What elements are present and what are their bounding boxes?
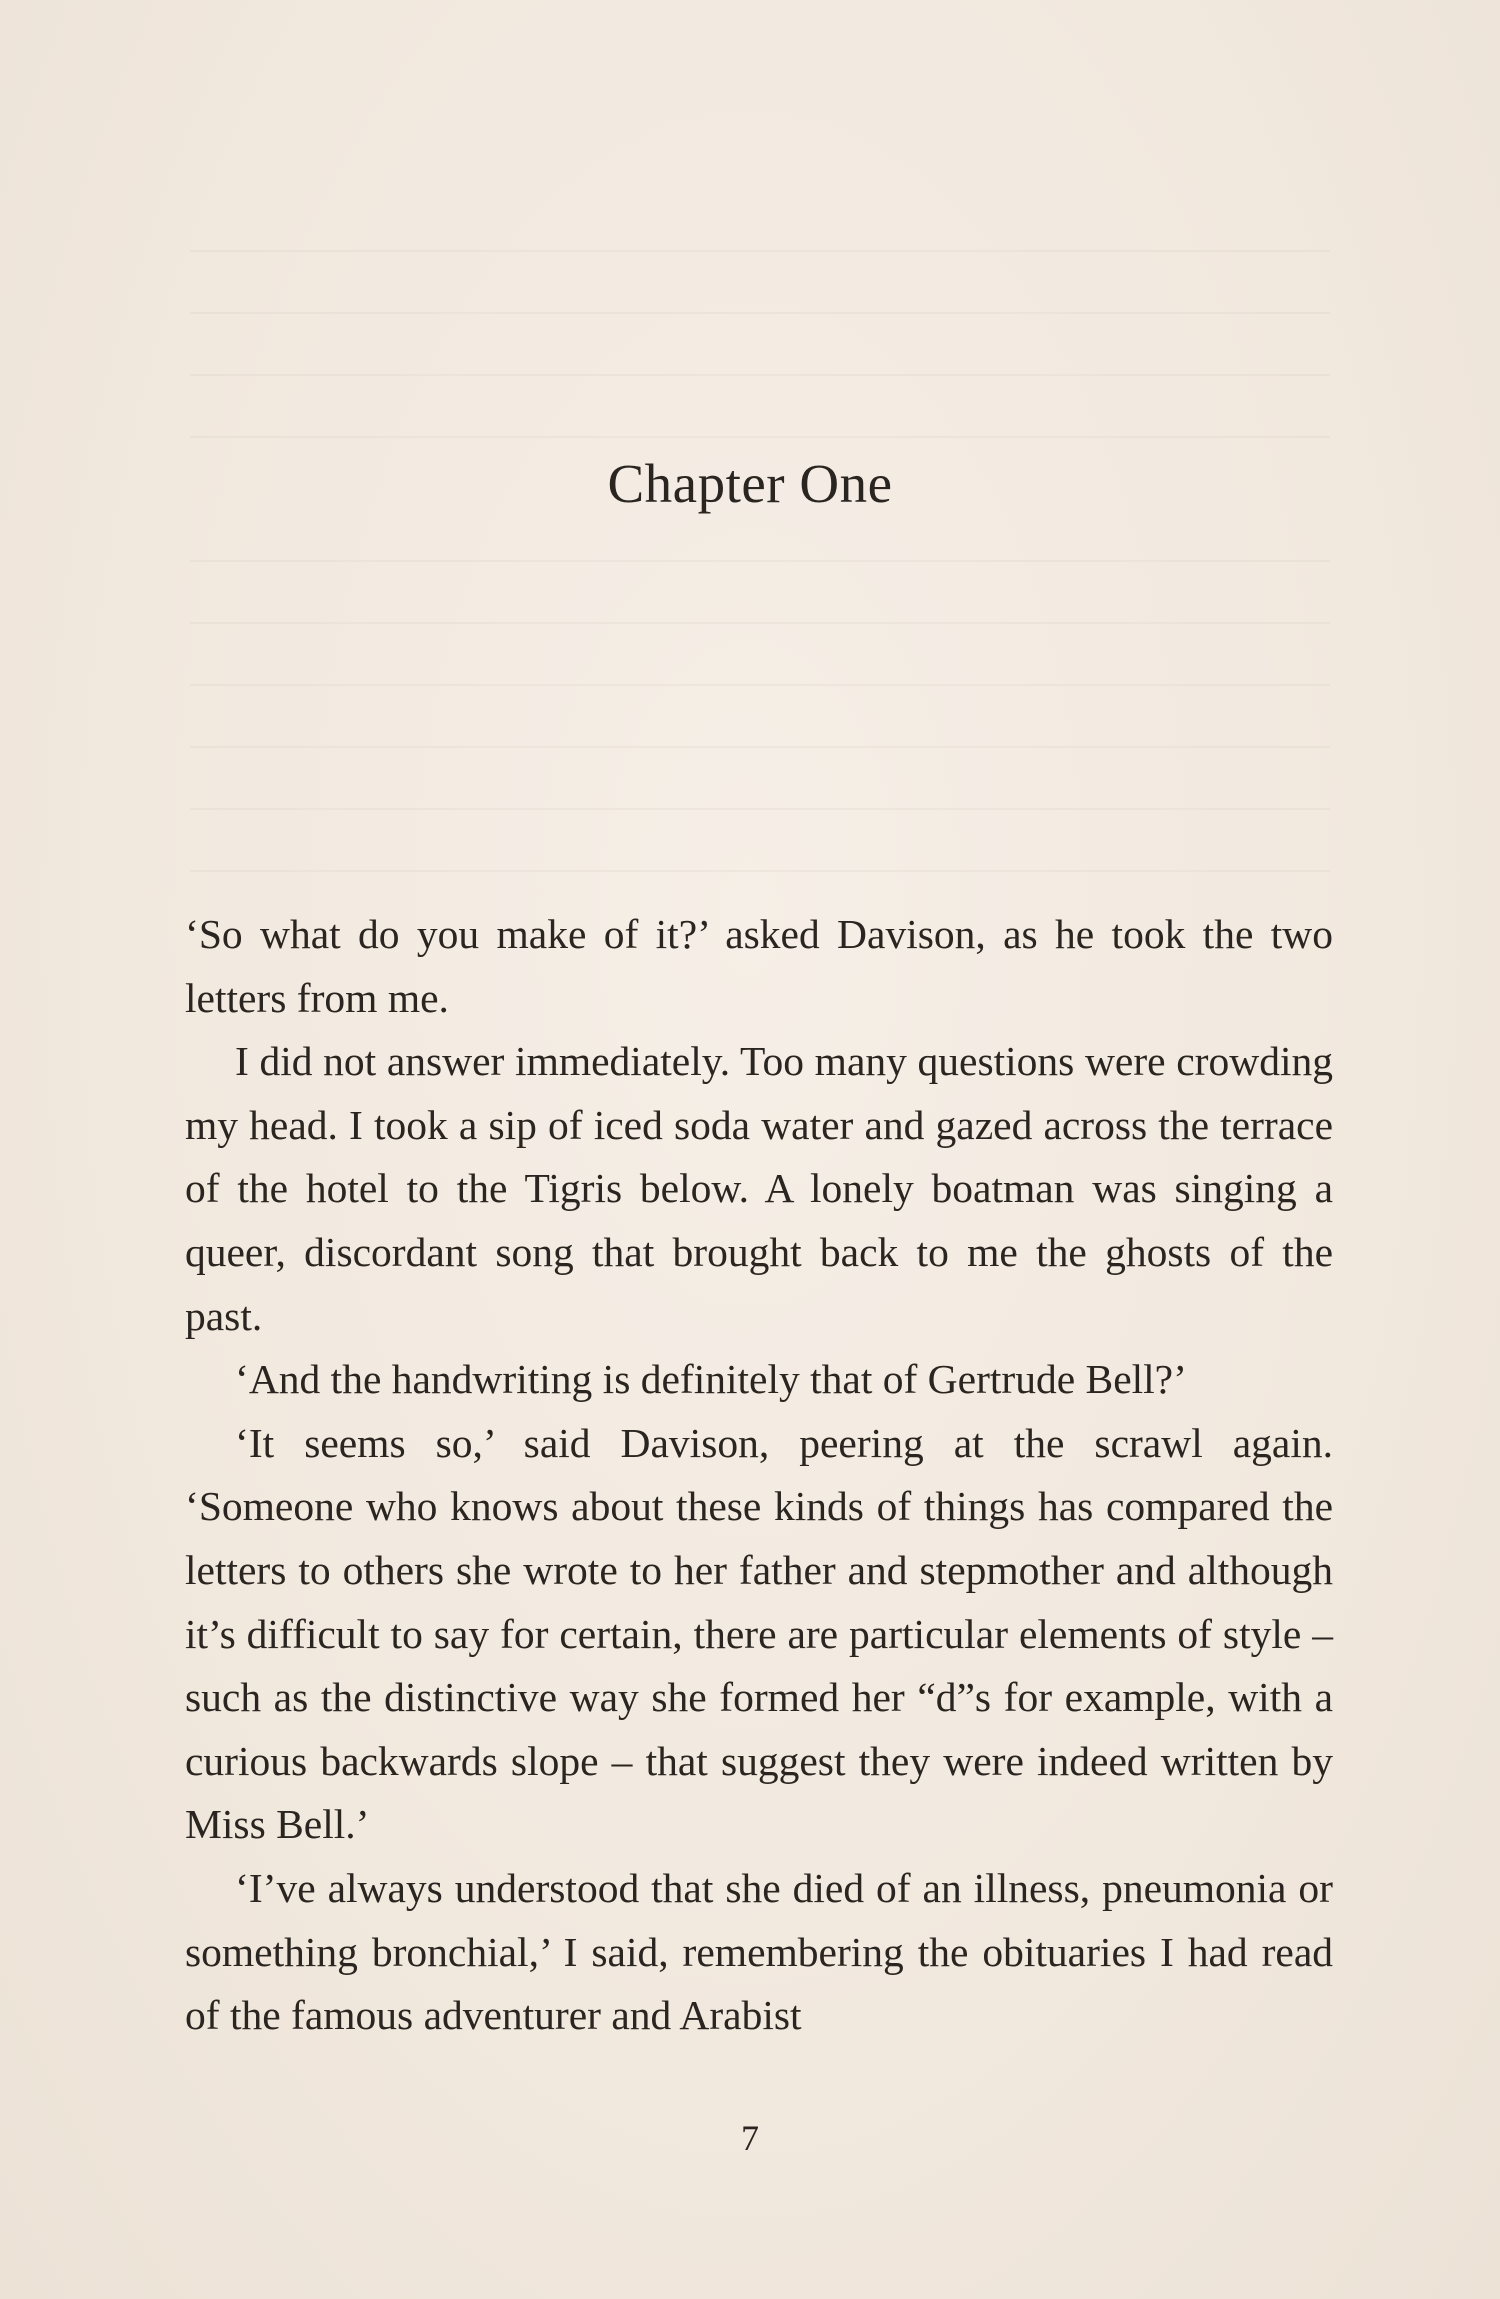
paragraph: ‘So what do you make of it?’ asked Davison, as he took the two letters from me. xyxy=(185,911,1333,1021)
paragraph: ‘And the handwriting is definitely that of Gertrude Bell?’ xyxy=(235,1356,1187,1403)
bleed-through-line xyxy=(190,436,1330,438)
paragraph: I did not answer immediately. Too many questions were crowding my head. I took a sip of iced soda water and gazed across the terrace of the hotel to the Tigris below. A lonely boatman was singing a queer, discordant song that brought back to me the ghosts of the past. xyxy=(185,1038,1333,1339)
bleed-through-line xyxy=(190,622,1330,624)
body-text xyxy=(185,903,1333,2048)
bleed-through-line xyxy=(190,312,1330,314)
page-number: 7 xyxy=(741,2118,759,2158)
bleed-through-line xyxy=(190,746,1330,748)
bleed-through-line xyxy=(190,560,1330,562)
bleed-through-line xyxy=(190,808,1330,810)
bleed-through-line xyxy=(190,870,1330,872)
bleed-through-line xyxy=(190,374,1330,376)
paragraph: ‘It seems so,’ said Davison, peering at the scrawl again. ‘Someone who knows about these kinds of things has compared the letters to others she wrote to her father and stepmother and although it’s difficult to say for certain, there are particular elements of style – such as the distinctive way she formed her “d”s for example, with a curious backwards slope – that suggest they were indeed written by Miss Bell.’ xyxy=(185,1419,1333,1848)
paragraph: ‘I’ve always understood that she died of an illness, pneumonia or something bronchial,’ I said, remembering the obituaries I had read of the famous adventurer and Arabist xyxy=(185,1864,1333,2039)
bleed-through-line xyxy=(190,684,1330,686)
chapter-title: Chapter One xyxy=(607,453,893,514)
bleed-through-line xyxy=(190,250,1330,252)
